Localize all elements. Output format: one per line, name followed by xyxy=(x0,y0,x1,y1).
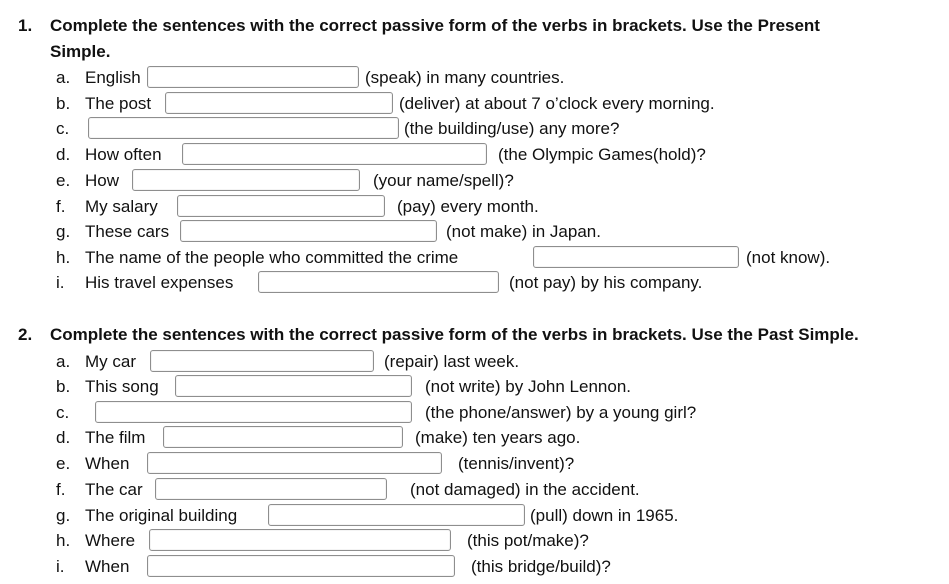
answer-field-1b[interactable] xyxy=(165,92,393,114)
item-prefix: When xyxy=(85,557,130,576)
item-letter: e. xyxy=(56,454,71,473)
exercise-1-number: 1. xyxy=(18,16,33,35)
item-letter: e. xyxy=(56,171,71,190)
exercise-2-item-h xyxy=(0,528,949,554)
exercise-2-item-f xyxy=(0,477,949,503)
item-prefix: English xyxy=(85,68,141,87)
item-verb-hint: (not write) by John Lennon. xyxy=(425,377,632,396)
exercise-2-item-i xyxy=(0,554,949,580)
item-verb-hint: (not make) in Japan. xyxy=(446,222,601,241)
item-letter: a. xyxy=(56,352,71,371)
exercise-2-item-b xyxy=(0,374,949,400)
item-letter: i. xyxy=(56,273,65,292)
answer-field-2b[interactable] xyxy=(175,375,412,397)
item-verb-hint: (not pay) by his company. xyxy=(509,273,703,292)
answer-field-1h[interactable] xyxy=(533,246,739,268)
exercise-2-item-e xyxy=(0,451,949,477)
answer-field-2i[interactable] xyxy=(147,555,455,577)
exercise-1-item-h xyxy=(0,245,949,271)
item-prefix: His travel expenses xyxy=(85,273,234,292)
item-letter: c. xyxy=(56,119,70,138)
exercise-2-item-a xyxy=(0,349,949,375)
item-letter: d. xyxy=(56,428,71,447)
answer-field-1e[interactable] xyxy=(132,169,360,191)
item-prefix: This song xyxy=(85,377,159,396)
item-prefix: The car xyxy=(85,480,143,499)
answer-field-1f[interactable] xyxy=(177,195,385,217)
exercise-1-item-g xyxy=(0,219,949,245)
answer-field-2d[interactable] xyxy=(163,426,403,448)
item-prefix: The film xyxy=(85,428,146,447)
exercise-1-item-d xyxy=(0,142,949,168)
exercise-1-item-b xyxy=(0,91,949,117)
item-prefix: My car xyxy=(85,352,136,371)
item-letter: c. xyxy=(56,403,70,422)
answer-field-2h[interactable] xyxy=(149,529,451,551)
item-verb-hint: (your name/spell)? xyxy=(373,171,514,190)
item-letter: i. xyxy=(56,557,65,576)
item-prefix: My salary xyxy=(85,197,158,216)
exercise-1-item-f xyxy=(0,194,949,220)
answer-field-2f[interactable] xyxy=(155,478,387,500)
item-letter: h. xyxy=(56,248,71,267)
item-verb-hint: (the building/use) any more? xyxy=(404,119,620,138)
answer-field-2e[interactable] xyxy=(147,452,442,474)
item-letter: g. xyxy=(56,222,71,241)
answer-field-1g[interactable] xyxy=(180,220,437,242)
answer-field-1i[interactable] xyxy=(258,271,499,293)
item-prefix: Where xyxy=(85,531,136,550)
item-prefix: The post xyxy=(85,94,152,113)
exercise-1-item-c xyxy=(0,116,949,142)
item-verb-hint: (this bridge/build)? xyxy=(471,557,611,576)
item-prefix: How xyxy=(85,171,120,190)
answer-field-2c[interactable] xyxy=(95,401,412,423)
answer-field-2a[interactable] xyxy=(150,350,374,372)
item-prefix: The original building xyxy=(85,506,238,525)
item-letter: h. xyxy=(56,531,71,550)
item-verb-hint: (tennis/invent)? xyxy=(458,454,575,473)
exercise-2-title: Complete the sentences with the correct passive form of the verbs in brackets. Use the Past Simple. xyxy=(50,325,859,344)
exercise-2-number: 2. xyxy=(18,325,33,344)
item-prefix: The name of the people who committed the crime xyxy=(85,248,459,267)
exercise-2-item-d xyxy=(0,425,949,451)
item-verb-hint: (the phone/answer) by a young girl? xyxy=(425,403,697,422)
item-letter: g. xyxy=(56,506,71,525)
item-letter: d. xyxy=(56,145,71,164)
exercise-1-title: Complete the sentences with the correct passive form of the verbs in brackets. Use the Present xyxy=(50,16,820,35)
item-verb-hint: (speak) in many countries. xyxy=(365,68,565,87)
item-verb-hint: (pull) down in 1965. xyxy=(530,506,679,525)
exercise-1-item-i xyxy=(0,270,949,296)
item-prefix: When xyxy=(85,454,130,473)
answer-field-1a[interactable] xyxy=(147,66,359,88)
exercise-2-item-c xyxy=(0,400,949,426)
item-letter: f. xyxy=(56,480,66,499)
exercise-1-item-e xyxy=(0,168,949,194)
answer-field-1d[interactable] xyxy=(182,143,487,165)
exercise-1-item-a xyxy=(0,65,949,91)
item-verb-hint: (deliver) at about 7 o’clock every morning. xyxy=(399,94,715,113)
item-verb-hint: (not know). xyxy=(746,248,831,267)
answer-field-2g[interactable] xyxy=(268,504,525,526)
exercise-1-title-continued: Simple. xyxy=(50,42,111,61)
item-verb-hint: (repair) last week. xyxy=(384,352,520,371)
item-verb-hint: (make) ten years ago. xyxy=(415,428,581,447)
item-verb-hint: (the Olympic Games(hold)? xyxy=(498,145,706,164)
item-letter: b. xyxy=(56,377,71,396)
item-letter: a. xyxy=(56,68,71,87)
item-letter: f. xyxy=(56,197,66,216)
item-verb-hint: (pay) every month. xyxy=(397,197,539,216)
item-verb-hint: (this pot/make)? xyxy=(467,531,589,550)
item-prefix: How often xyxy=(85,145,162,164)
answer-field-1c[interactable] xyxy=(88,117,399,139)
exercise-2-item-g xyxy=(0,503,949,529)
item-verb-hint: (not damaged) in the accident. xyxy=(410,480,640,499)
item-prefix: These cars xyxy=(85,222,170,241)
item-letter: b. xyxy=(56,94,71,113)
